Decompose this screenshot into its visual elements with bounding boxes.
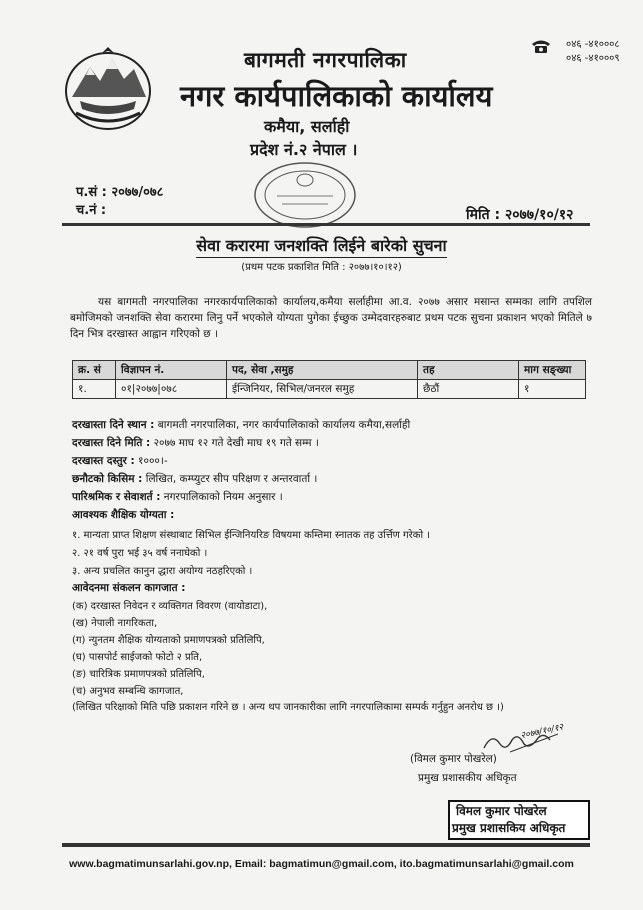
reference-number (76, 182, 163, 200)
dispatch-number (76, 200, 106, 218)
date-label: मिति : (466, 207, 501, 223)
application-fee (72, 454, 168, 468)
remuneration (72, 490, 283, 504)
dispatch-label: च.नं : (76, 203, 107, 218)
column-header: तह (418, 361, 519, 380)
signatory-title: प्रमुख प्रशासकीय अधिकृत (418, 772, 517, 784)
table-cell: १. (73, 380, 116, 399)
reference-value: २०७७/०७८ (111, 185, 164, 200)
phone-number-1: ०४६ -४१०००८ (566, 39, 620, 50)
application-place (72, 418, 410, 432)
phone-icon (530, 38, 552, 54)
fee-label: दरखास्त दस्तुर : (72, 455, 135, 467)
list-item: २. २१ वर्ष पुरा भई ३५ वर्ष ननाघेको । (72, 548, 208, 559)
org-name: बागमती नगरपालिका (244, 48, 407, 72)
phone-number-2: ०४६ -४१०००९ (566, 53, 620, 64)
documents-heading: आवेदनमा संकलन कागजात : (72, 582, 186, 594)
letter-date (466, 205, 573, 224)
seal-name: विमल कुमार पोखरेल (456, 804, 547, 818)
list-item: (ङ) चारित्रिक प्रमाणपत्रको प्रतिलिपि, (72, 669, 205, 680)
notice-subtitle: (प्रथम पटक प्रकाशित मिति : २०७७।१०।१२) (241, 262, 402, 273)
selection-label: छनौटको किसिम : (72, 473, 143, 485)
vacancy-table (72, 360, 586, 399)
header-divider (62, 223, 590, 226)
list-item: (घ) पासपोर्ट साईजको फोटो २ प्रति, (72, 652, 203, 663)
office-stamp-icon (252, 160, 358, 230)
notice-title (0, 234, 643, 256)
table-cell: ईन्जिनियर, सिभिल/जनरल समुह (227, 380, 418, 399)
date-value: २०७७/१०/१२ (504, 207, 574, 223)
list-item: (क) दरखास्त निवेदन र व्यक्तिगत विवरण (वायोडाटा), (72, 601, 268, 612)
table-cell: ०१|२०७७|०७८ (116, 380, 227, 399)
application-date-label: दरखास्त दिने मिति : (72, 437, 151, 449)
footer-divider (62, 843, 590, 847)
remuneration-value: नगरपालिकाको नियम अनुसार । (163, 491, 283, 503)
seal-title: प्रमुख प्रशासकिय अधिकृत (452, 821, 566, 835)
table-header-row (73, 361, 586, 380)
reference-label: प.सं : (76, 185, 107, 200)
column-header: पद, सेवा ,समुह (227, 361, 418, 380)
notice-paragraph: यस बागमती नगरपालिका नगरकार्यपालिकाको कार्यालय,कमैया सर्लाहीमा आ.व. २०७७ असार मसान्त सम्मका लागि तपशिल बमोजिमको जनशक्ति सेवा करारमा लिनु पर्ने भएकोले योग्यता पुगेका ईच्छुक उम्मेदवारहरुबाट प्रथम पटक सुचना प्रकाशन भएको मितिले ७ दिन भित्र दरखास्त आह्वान गरिएको छ । (70, 296, 592, 340)
application-date-value: २०७७ माघ १२ गते देखी माघ १९ गते सम्म । (153, 437, 319, 449)
place-label: दरखास्ता दिने स्थान : (72, 419, 155, 431)
column-header: क्र. सं (73, 361, 116, 380)
selection-value: लिखित, कम्प्युटर सीप परिक्षण र अन्तरवार्ता । (145, 473, 318, 485)
list-item: १. मान्यता प्राप्त शिक्षण संस्थाबाट सिभिल ईन्जिनियरिङ विषयमा कम्तिमा स्नातक तह उर्त्तिण गरेको । (72, 530, 431, 541)
signature-date: २०७७/१०/१२ (519, 722, 565, 742)
signatory-name: (विमल कुमार पोखरेल) (410, 753, 497, 765)
list-item: (ख) नेपाली नागरिकता, (72, 618, 158, 629)
address-line-1: कमैया, सर्लाही (264, 117, 350, 136)
address-line-2: प्रदेश नं.२ नेपाल । (250, 140, 358, 159)
column-header: विज्ञापन नं. (116, 361, 227, 380)
column-header: माग सङ्ख्या (519, 361, 586, 380)
application-date (72, 436, 319, 450)
qualification-heading: आवश्यक शैक्षिक योग्यता : (72, 509, 175, 521)
documents-note: (लिखित परिक्षाको मिति पछि प्रकाशन गरिने छ । अन्य थप जानकारीका लागि नगरपालिकामा सम्पर्क गर्नुहुन अनरोध छ ।) (72, 702, 504, 713)
table-cell: १ (519, 380, 586, 399)
selection-method (72, 472, 317, 486)
footer-contact: www.bagmatimunsarlahi.gov.np, Email: bagmatimun@gmail.com, ito.bagmatimunsarlahi@gmail.com (69, 858, 574, 870)
nepal-emblem-icon (62, 45, 154, 131)
list-item: (ग) न्युनतम शैक्षिक योग्यताको प्रमाणपत्रको प्रतिलिपि, (72, 635, 265, 646)
list-item: ३. अन्य प्रचलित कानुन द्धारा अयोग्य नठहरिएको । (72, 566, 253, 577)
table-row (73, 380, 586, 399)
table-cell: छैठौं (418, 380, 519, 399)
office-name: नगर कार्यपालिकाको कार्यालय (180, 79, 493, 113)
fee-value: १०००।- (138, 455, 168, 467)
list-item: (च) अनुभव सम्बन्धि कागजात, (72, 686, 184, 697)
place-value: बागमती नगरपालिका, नगर कार्यपालिकाको कार्यालय कमैया,सर्लाही (157, 419, 411, 431)
remuneration-label: पारिश्रमिक र सेवाशर्त : (72, 491, 161, 503)
notice-title-text: सेवा करारमा जनशक्ति लिईने बारेको सुचना (196, 236, 446, 258)
